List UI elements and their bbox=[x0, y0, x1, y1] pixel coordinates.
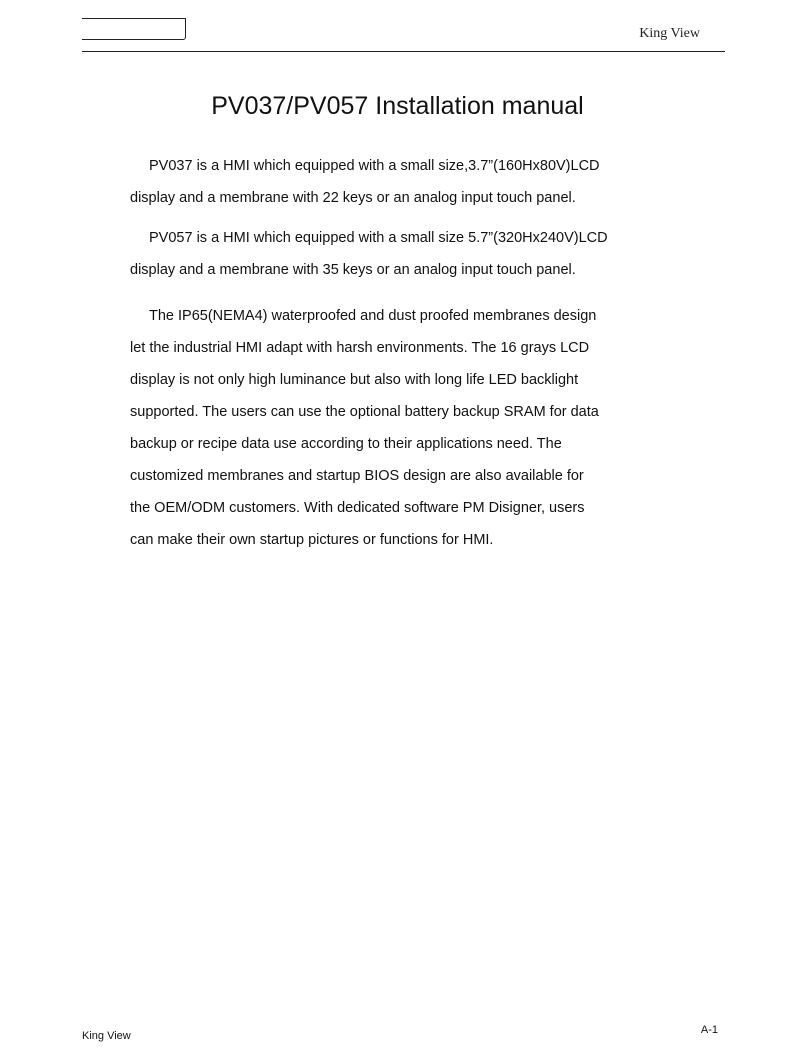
paragraph-line: display and a membrane with 35 keys or an analog input touch panel. bbox=[130, 262, 576, 278]
paragraph-line: PV057 is a HMI which equipped with a small size 5.7”(320Hx240V)LCD bbox=[149, 230, 608, 246]
paragraph-line: customized membranes and startup BIOS design are also available for bbox=[130, 468, 584, 484]
paragraph-features bbox=[130, 300, 650, 556]
paragraph-line: PV037 is a HMI which equipped with a small size,3.7”(160Hx80V)LCD bbox=[149, 158, 600, 174]
footer-brand: King View bbox=[82, 1030, 131, 1042]
page-number: A-1 bbox=[700, 1024, 718, 1036]
paragraph-pv057 bbox=[130, 222, 650, 286]
page-title: PV037/PV057 Installation manual bbox=[211, 92, 584, 120]
paragraph-line: display and a membrane with 22 keys or an analog input touch panel. bbox=[130, 190, 576, 206]
header-tab-decoration bbox=[82, 18, 186, 40]
paragraph-line: backup or recipe data use according to their applications need. The bbox=[130, 436, 562, 452]
paragraph-line: supported. The users can use the optional battery backup SRAM for data bbox=[130, 404, 599, 420]
header-divider bbox=[82, 51, 725, 52]
paragraph-line: let the industrial HMI adapt with harsh environments. The 16 grays LCD bbox=[130, 340, 590, 356]
paragraph-pv037 bbox=[130, 150, 650, 214]
paragraph-line: The IP65(NEMA4) waterproofed and dust proofed membranes design bbox=[149, 308, 597, 324]
paragraph-line: display is not only high luminance but also with long life LED backlight bbox=[130, 372, 579, 388]
paragraph-line: can make their own startup pictures or functions for HMI. bbox=[130, 532, 494, 548]
paragraph-line: the OEM/ODM customers. With dedicated software PM Disigner, users bbox=[130, 500, 585, 516]
header-brand: King View bbox=[639, 26, 700, 41]
